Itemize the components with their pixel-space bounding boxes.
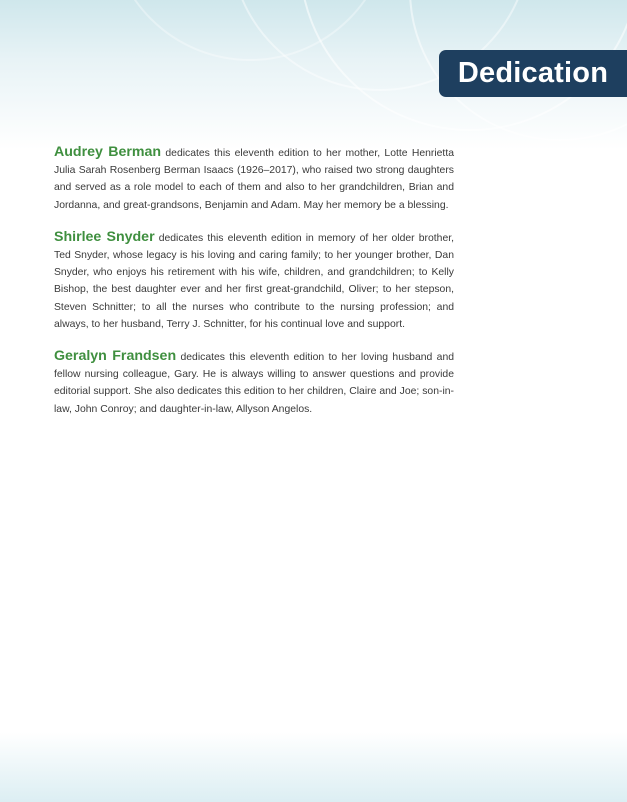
dedication-paragraph <box>54 348 454 418</box>
dedication-text: dedicates this eleventh edition in memory of her older brother, Ted Snyder, whose legacy is his loving and caring family; to her younger brother, Dan Snyder, who enjoys his retirement with his wife, children, and grandchildren; to Kelly Bishop, the best daughter ever and her first great-grandchild, Oliver; to her stepson, Steven Schnitter; to all the nurses who contribute to the nursing profession; and always, to her husband, Terry J. Schnitter, for his continual love and support. <box>54 232 454 330</box>
dedication-paragraph <box>54 144 454 214</box>
dedicator-name: Geralyn Frandsen <box>54 348 177 365</box>
dedication-paragraph <box>54 229 454 333</box>
dedicator-name: Shirlee Snyder <box>54 228 155 245</box>
dedication-text: dedicates this eleventh edition to her loving husband and fellow nursing colleague, Gary. He is always willing to answer questions and provide editorial support. She also dedicates this edition to her children, Claire and Joe; son-in-law, John Conroy; and daughter-in-law, Allyson Angelos. <box>54 352 454 415</box>
dedicator-name: Audrey Berman <box>54 144 162 160</box>
page-title-tab <box>439 50 627 97</box>
footer-background <box>0 732 627 802</box>
dedication-content <box>54 144 454 433</box>
page-title: Dedication <box>457 57 609 89</box>
dedication-text: dedicates this eleventh edition to her mother, Lotte Henrietta Julia Sarah Rosenberg Berman Isaacs (1926–2017), who raised two strong daughters and served as a role model to each of them and also to her grandchildren, Brian and Jordanna, and great-grandsons, Benjamin and Adam. May her memory be a blessing. <box>54 148 454 211</box>
